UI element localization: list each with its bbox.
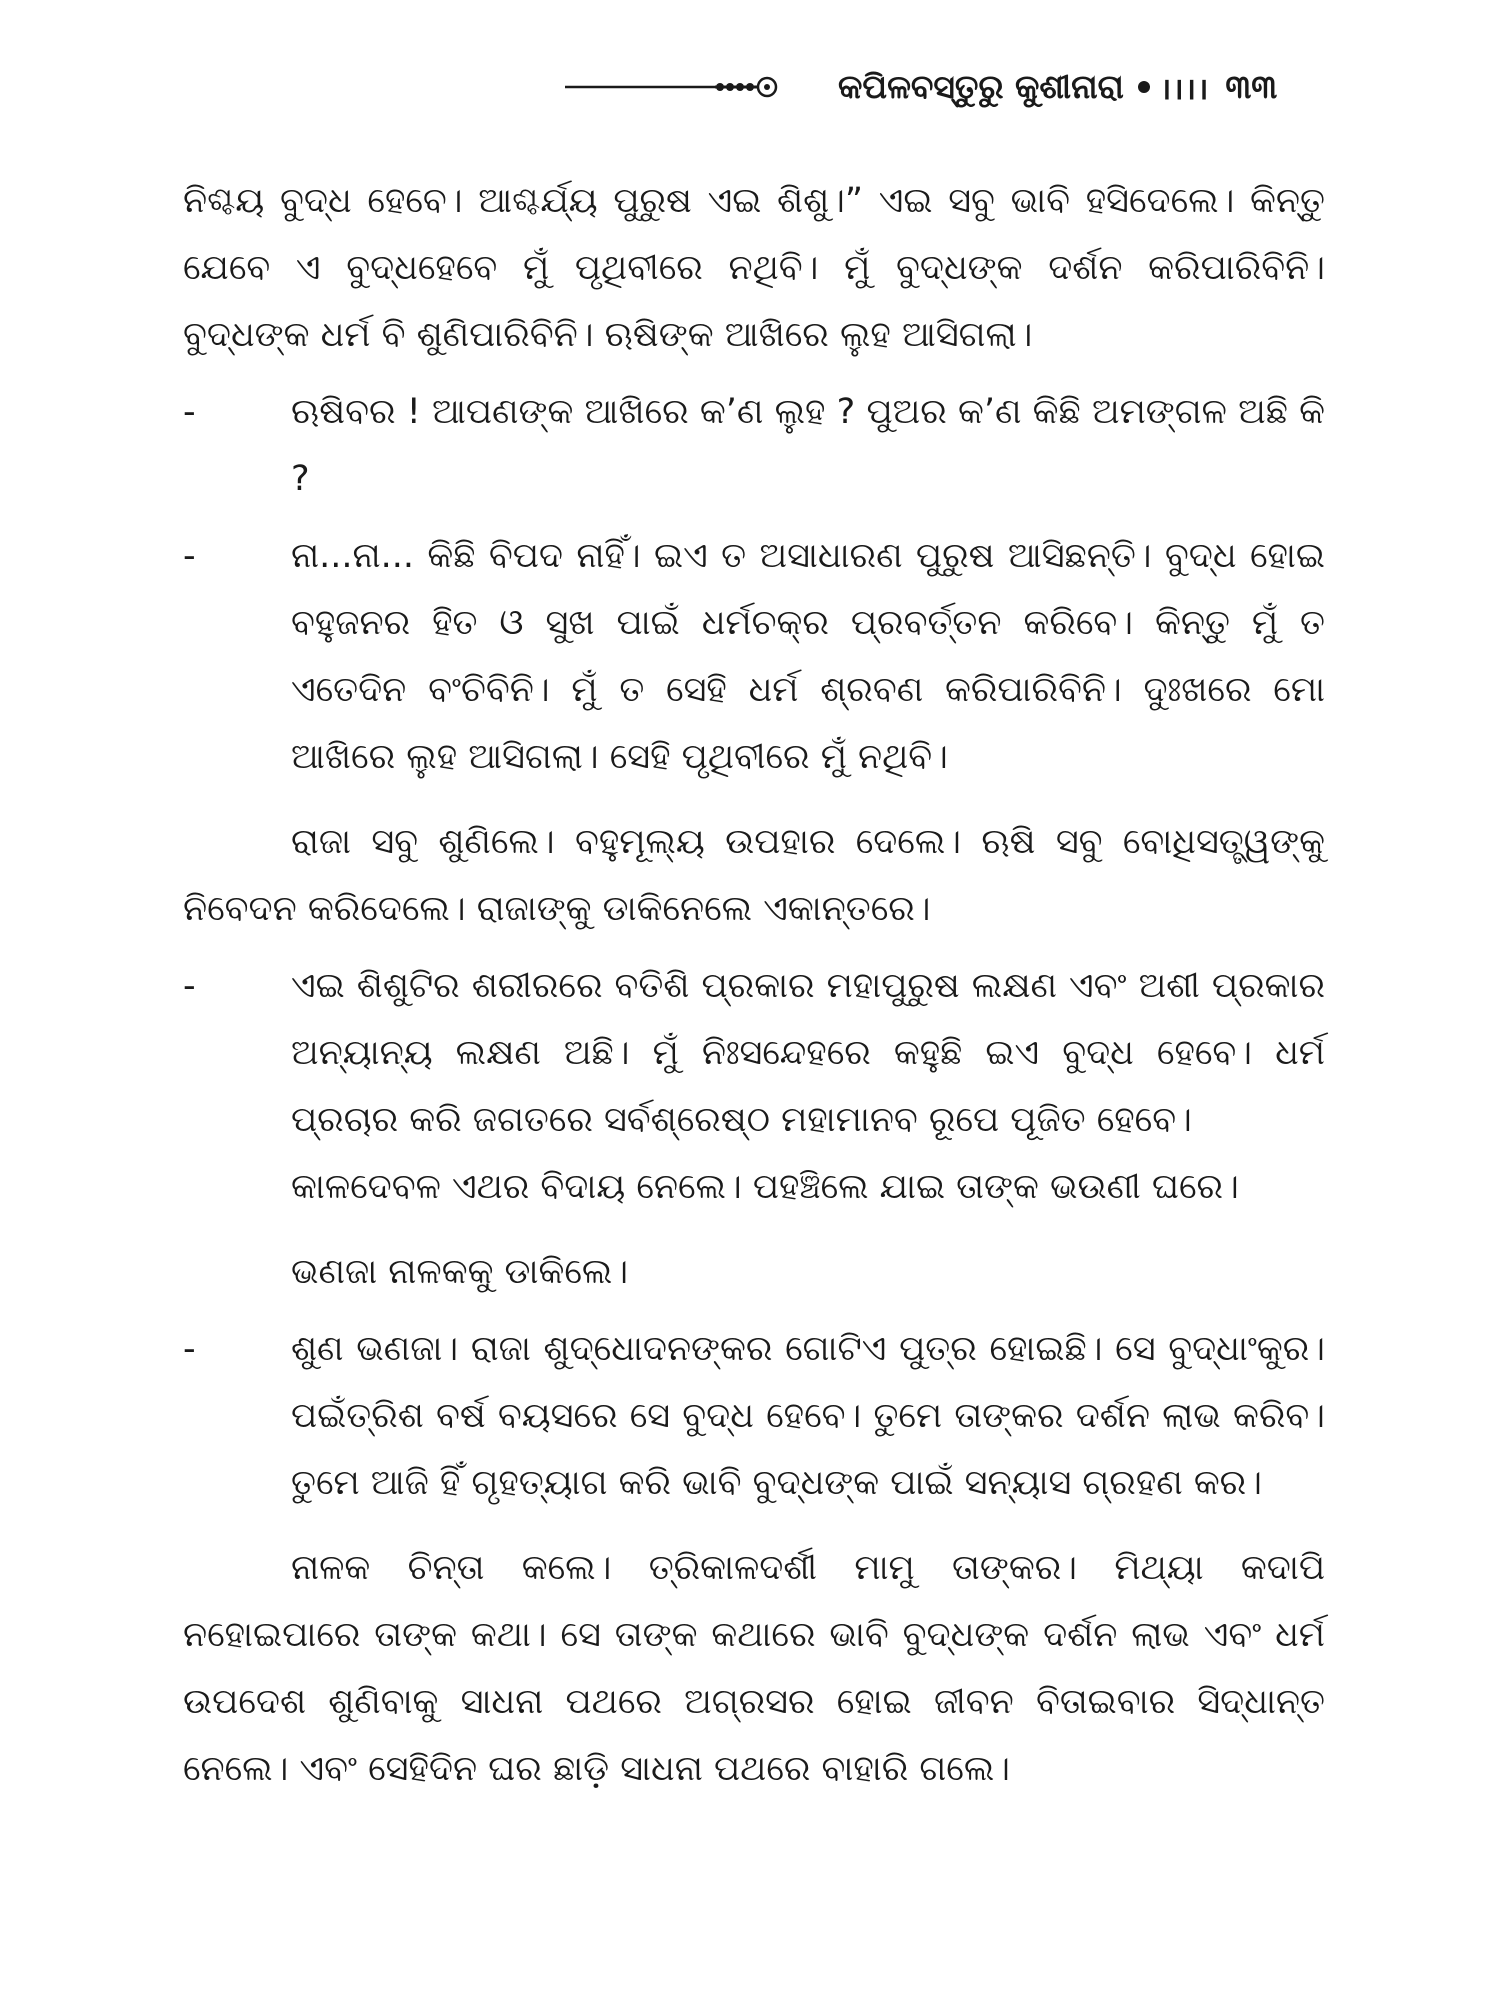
dialogue-text: ନା...ନା... କିଛି ବିପଦ ନାହିଁ। ଇଏ ତ ଅସାଧାରଣ ପୁରୁଷ ଆସିଛନ୍ତି। ବୁଦ୍ଧ ହୋଇ ବହୁଜନର ହିତ ଓ ସୁଖ ପାଇଁ ଧର୍ମଚକ୍ର ପ୍ରବର୍ତ୍ତନ କରିବେ। କିନ୍ତୁ ମୁଁ ତ ଏତେଦିନ ବଂଚିବିନି। ମୁଁ ତ ସେହି ଧର୍ମ ଶ୍ରବଣ କରିପାରିବିନି। ଦୁଃଖରେ ମୋ ଆଖିରେ ଲୁହ ଆସିଗଲା। ସେହି ପୃଥିବୀରେ ମୁଁ ନଥିବି। (291, 536, 1325, 777)
dialogue-dash: - (183, 1329, 196, 1369)
body-text (183, 168, 1325, 1803)
dialogue-line (183, 1316, 1325, 1517)
running-header (565, 62, 1325, 112)
paragraph: ଭଣଜା ନାଳକକୁ ଡାକିଲେ। (291, 1252, 629, 1292)
bullet-icon (1138, 81, 1150, 93)
book-title: କପିଳବସ୍ତୁରୁ କୁଶୀନାରା (838, 67, 1124, 106)
page-number: ୩୩ (1225, 67, 1278, 106)
dialogue-dash: - (183, 536, 196, 576)
paragraph: ରାଜା ସବୁ ଶୁଣିଲେ। ବହୁମୂଲ୍ୟ ଉପହାର ଦେଲେ। ଋଷି ସବୁ ବୋଧିସତ୍ତ୍ୱଙ୍କୁ ନିବେଦନ କରିଦେଲେ। ରାଜାଙ୍କୁ ଡାକିନେଲେ ଏକାନ୍ତରେ। (183, 822, 1325, 929)
dialogue-dash: - (183, 392, 196, 432)
ornament-line-icon (565, 72, 780, 102)
dialogue-text: ଶୁଣ ଭଣଜା। ରାଜା ଶୁଦ୍ଧୋଦନଙ୍କର ଗୋଟିଏ ପୁତ୍ର ହୋଇଛି। ସେ ବୁଦ୍ଧାଂକୁର। ପଇଁତ୍ରିଶ ବର୍ଷ ବୟସରେ ସେ ବୁଦ୍ଧ ହେବେ। ତୁମେ ତାଙ୍କର ଦର୍ଶନ ଲାଭ କରିବ। ତୁମେ ଆଜି ହିଁ ଗୃହତ୍ୟାଗ କରି ଭାବି ବୁଦ୍ଧଙ୍କ ପାଇଁ ସନ୍ୟାସ ଗ୍ରହଣ କର। (291, 1329, 1325, 1503)
dialogue-line (183, 523, 1325, 791)
paragraph: ନାଳକ ଚିନ୍ତା କଲେ। ତ୍ରିକାଳଦର୍ଶୀ ମାମୁ ତାଙ୍କର। ମିଥ୍ୟା କଦାପି ନହୋଇପାରେ ତାଙ୍କ କଥା। ସେ ତାଙ୍କ କଥାରେ ଭାବି ବୁଦ୍ଧଙ୍କ ଦର୍ଶନ ଲାଭ ଏବଂ ଧର୍ମ ଉପଦେଶ ଶୁଣିବାକୁ ସାଧନା ପଥରେ ଅଗ୍ରସର ହୋଇ ଜୀବନ ବିତାଇବାର ସିଦ୍ଧାନ୍ତ ନେଲେ। ଏବଂ ସେହିଦିନ ଘର ଛାଡ଼ି ସାଧନା ପଥରେ ବାହାରି ଗଲେ। (183, 1548, 1325, 1789)
dialogue-line (183, 379, 1325, 513)
dialogue-line (183, 953, 1325, 1154)
dialogue-dash: - (183, 966, 196, 1006)
paragraph: ନିଶ୍ଚୟ ବୁଦ୍ଧ ହେବେ। ଆଶ୍ଚର୍ଯ୍ୟ ପୁରୁଷ ଏଇ ଶିଶୁ।” ଏଇ ସବୁ ଭାବି ହସିଦେଲେ। କିନ୍ତୁ ଯେବେ ଏ ବୁଦ୍ଧହେବେ ମୁଁ ପୃଥିବୀରେ ନଥିବି। ମୁଁ ବୁଦ୍ଧଙ୍କ ଦର୍ଶନ କରିପାରିବିନି। ବୁଦ୍ଧଙ୍କ ଧର୍ମ ବି ଶୁଣିପାରିବିନି। ଋଷିଙ୍କ ଆଖିରେ ଲୁହ ଆସିଗଲା। (183, 181, 1325, 355)
paragraph: କାଳଦେବଳ ଏଥର ବିଦାୟ ନେଲେ। ପହଞ୍ଚିଲେ ଯାଇ ତାଙ୍କ ଭଉଣୀ ଘରେ। (291, 1167, 1239, 1207)
header-bars: ।।।। (1159, 71, 1210, 107)
dialogue-text: ଏଇ ଶିଶୁଟିର ଶରୀରରେ ବତିଶି ପ୍ରକାର ମହାପୁରୁଷ ଲକ୍ଷଣ ଏବଂ ଅଶୀ ପ୍ରକାର ଅନ୍ୟାନ୍ୟ ଲକ୍ଷଣ ଅଛି। ମୁଁ ନିଃସନ୍ଦେହରେ କହୁଛି ଇଏ ବୁଦ୍ଧ ହେବେ। ଧର୍ମ ପ୍ରଚାର କରି ଜଗତରେ ସର୍ବଶ୍ରେଷ୍ଠ ମହାମାନବ ରୂପେ ପୂଜିତ ହେବେ। (291, 966, 1325, 1140)
dialogue-text: ଋଷିବର ! ଆପଣଙ୍କ ଆଖିରେ କ’ଣ ଲୁହ ? ପୁଅର କ’ଣ କିଛି ଅମଙ୍ଗଳ ଅଛି କି ? (291, 392, 1325, 499)
